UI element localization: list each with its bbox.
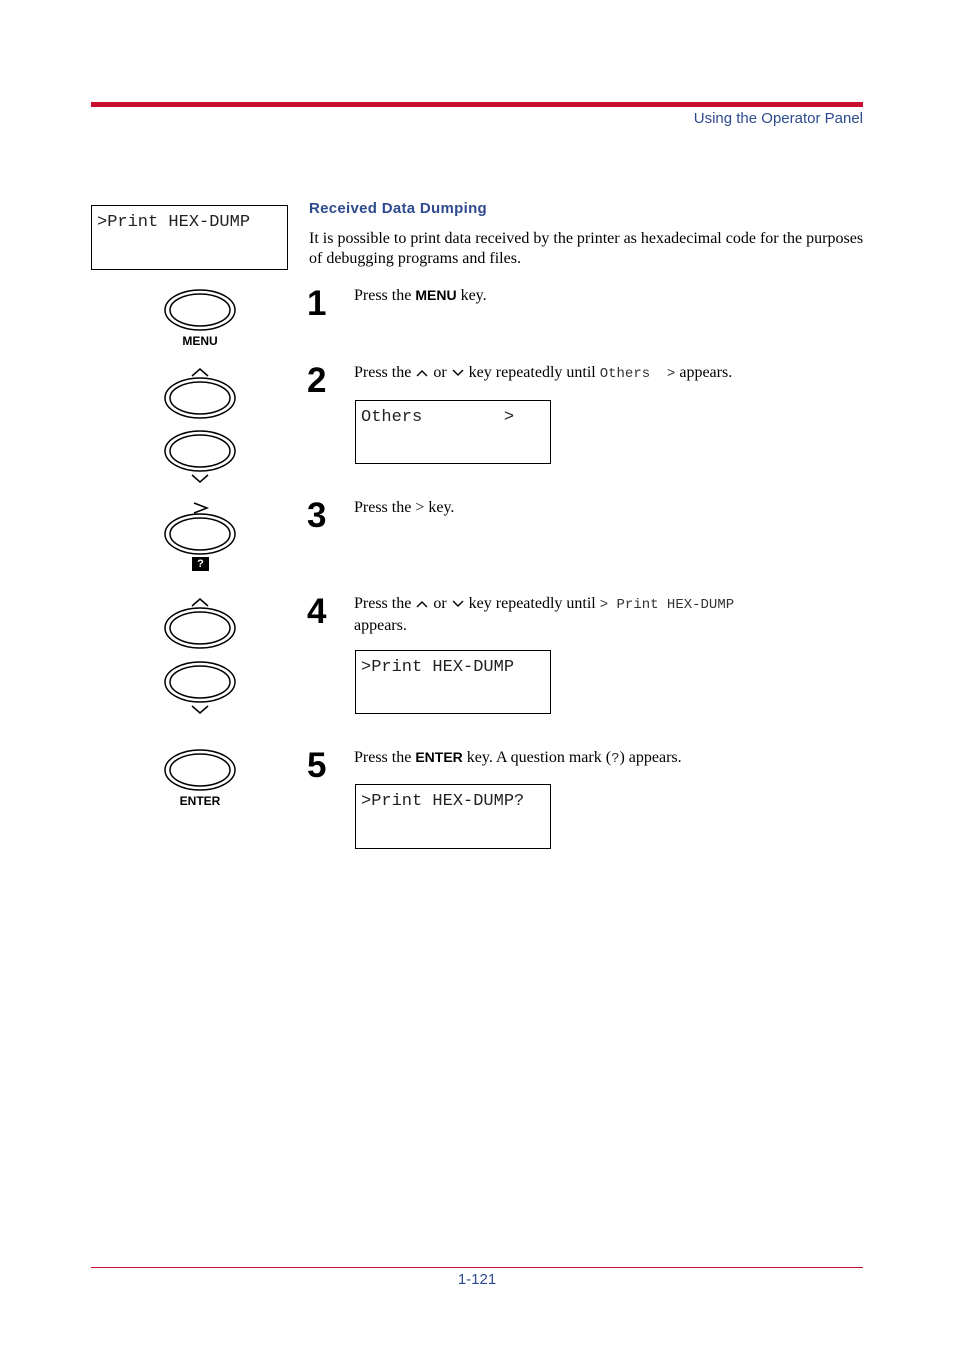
step-5-text xyxy=(354,748,854,770)
section-title: Received Data Dumping xyxy=(309,200,488,217)
step-text-part: key repeatedly until xyxy=(464,364,600,381)
step-2-text xyxy=(354,363,854,385)
inline-code: Others > xyxy=(599,366,676,382)
intro-paragraph: It is possible to print data received by the printer as hexadecimal code for the purposes of debugging programs and files. xyxy=(309,230,864,267)
inline-code: ? xyxy=(611,751,620,767)
step-text-part: key. xyxy=(456,287,487,304)
up-arrow-icon xyxy=(415,599,429,609)
inline-code: > Print HEX-DUMP xyxy=(599,597,735,613)
footer-rule xyxy=(91,1267,863,1268)
step-text-part: Press the xyxy=(354,364,416,381)
lcd-display-step-2: Others > xyxy=(355,400,551,464)
right-key-icon xyxy=(162,498,238,556)
down-arrow-icon xyxy=(451,368,465,378)
step-text-part: Press the xyxy=(354,595,416,612)
lcd-display-step-4: >Print HEX-DUMP xyxy=(355,650,551,714)
lcd-display-step-5: >Print HEX-DUMP? xyxy=(355,784,551,849)
step-text-part: ) appears. xyxy=(619,749,682,766)
header-rule xyxy=(91,102,863,107)
step-text-part: key repeatedly until xyxy=(464,595,600,612)
key-name: ENTER xyxy=(415,749,463,765)
down-arrow-icon xyxy=(451,599,465,609)
step-text-part: appears. xyxy=(675,364,733,381)
step-text-part: or xyxy=(429,595,451,612)
enter-key-label: ENTER xyxy=(179,794,221,808)
step-text-part: Press the xyxy=(354,287,416,304)
step-number: 3 xyxy=(307,496,327,535)
lcd-display-summary: >Print HEX-DUMP xyxy=(91,205,288,270)
enter-key-icon xyxy=(162,748,238,794)
step-number: 4 xyxy=(307,592,327,631)
up-key-icon-2 xyxy=(162,595,238,651)
step-text-part: appears. xyxy=(354,616,407,634)
menu-key-label: MENU xyxy=(182,334,218,348)
up-arrow-icon xyxy=(415,368,429,378)
up-key-icon xyxy=(162,365,238,421)
step-number: 2 xyxy=(307,361,327,400)
down-key-icon xyxy=(162,429,238,487)
step-text-part: or xyxy=(429,364,451,381)
step-number: 5 xyxy=(307,746,327,785)
step-4-text xyxy=(354,594,854,635)
key-name: MENU xyxy=(415,287,457,303)
menu-key-icon xyxy=(162,288,238,334)
running-header: Using the Operator Panel xyxy=(693,110,863,127)
page-number: 1-121 xyxy=(457,1271,497,1288)
step-text-part: key. A question mark ( xyxy=(462,749,612,766)
question-badge: ? xyxy=(192,557,209,571)
step-1-text xyxy=(354,286,854,306)
step-3-text: Press the > key. xyxy=(354,499,455,516)
step-text-part: Press the xyxy=(354,749,416,766)
step-number: 1 xyxy=(307,284,327,323)
down-key-icon-2 xyxy=(162,660,238,718)
